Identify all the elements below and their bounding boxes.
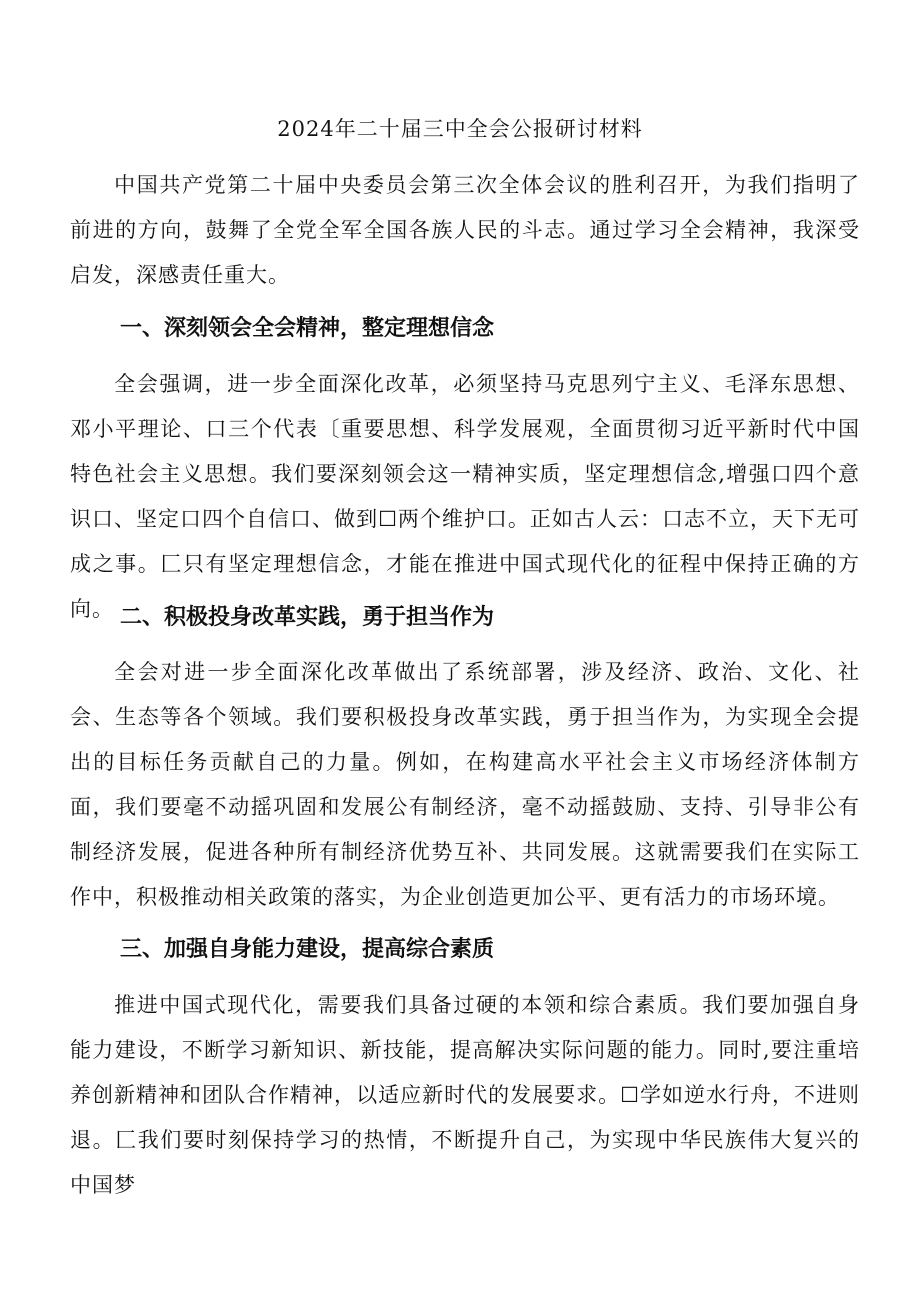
section-2-paragraph: 全会对进一步全面深化改革做出了系统部署，涉及经济、政治、文化、社会、生态等各个领域。我们要积极投身改革实践，勇于担当作为，为实现全会提出的目标任务贡献自己的力量。例如，在构建高水平社会主义市场经济体制方面，我们要毫不动摇巩固和发展公有制经济，毫不动摇鼓励、支持、引导非公有制经济发展，促进各种所有制经济优势互补、共同发展。这就需要我们在实际工作中，积极推动相关政策的落实，为企业创造更加公平、更有活力的市场环境。 [70,660,860,909]
section-3-paragraph: 推进中国式现代化，需要我们具备过硬的本领和综合素质。我们要加强自身能力建设，不断学习新知识、新技能，提高解决实际问题的能力。同时,要注重培养创新精神和团队合作精神，以适应新时代的发展要求。☐学如逆水行舟，不进则退。匚我们要时刻保持学习的热情，不断提升自己，为实现中华民族伟大复兴的中国梦 [70,993,860,1197]
section-1-heading: 一、深刻领会全会精神，整定理想信念 [120,316,495,341]
section-3-heading: 三、加强自身能力建设，提高综合素质 [120,937,495,962]
document-title: 2024年二十届三中全会公报研讨材料 [277,117,643,141]
section-2-heading: 二、积极投身改革实践，勇于担当作为 [120,605,495,630]
intro-paragraph: 中国共产党第二十届中央委员会第三次全体会议的胜利召开，为我们指明了前进的方向，鼓舞了全党全军全国各族人民的斗志。通过学习全会精神，我深受启发，深感责任重大。 [70,173,860,287]
section-1-paragraph: 全会强调，进一步全面深化改革，必须坚持马克思列宁主义、毛泽东思想、邓小平理论、口三个代表〔重要思想、科学发展观，全面贯彻习近平新时代中国特色社会主义思想。我们要深刻领会这一精神实质，坚定理想信念,增强口四个意识口、坚定口四个自信口、做到☐两个维护口。正如古人云：口志不立，天下无可成之事。匚只有坚定理想信念，才能在推进中国式现代化的征程中保持正确的方向。 [70,372,860,621]
